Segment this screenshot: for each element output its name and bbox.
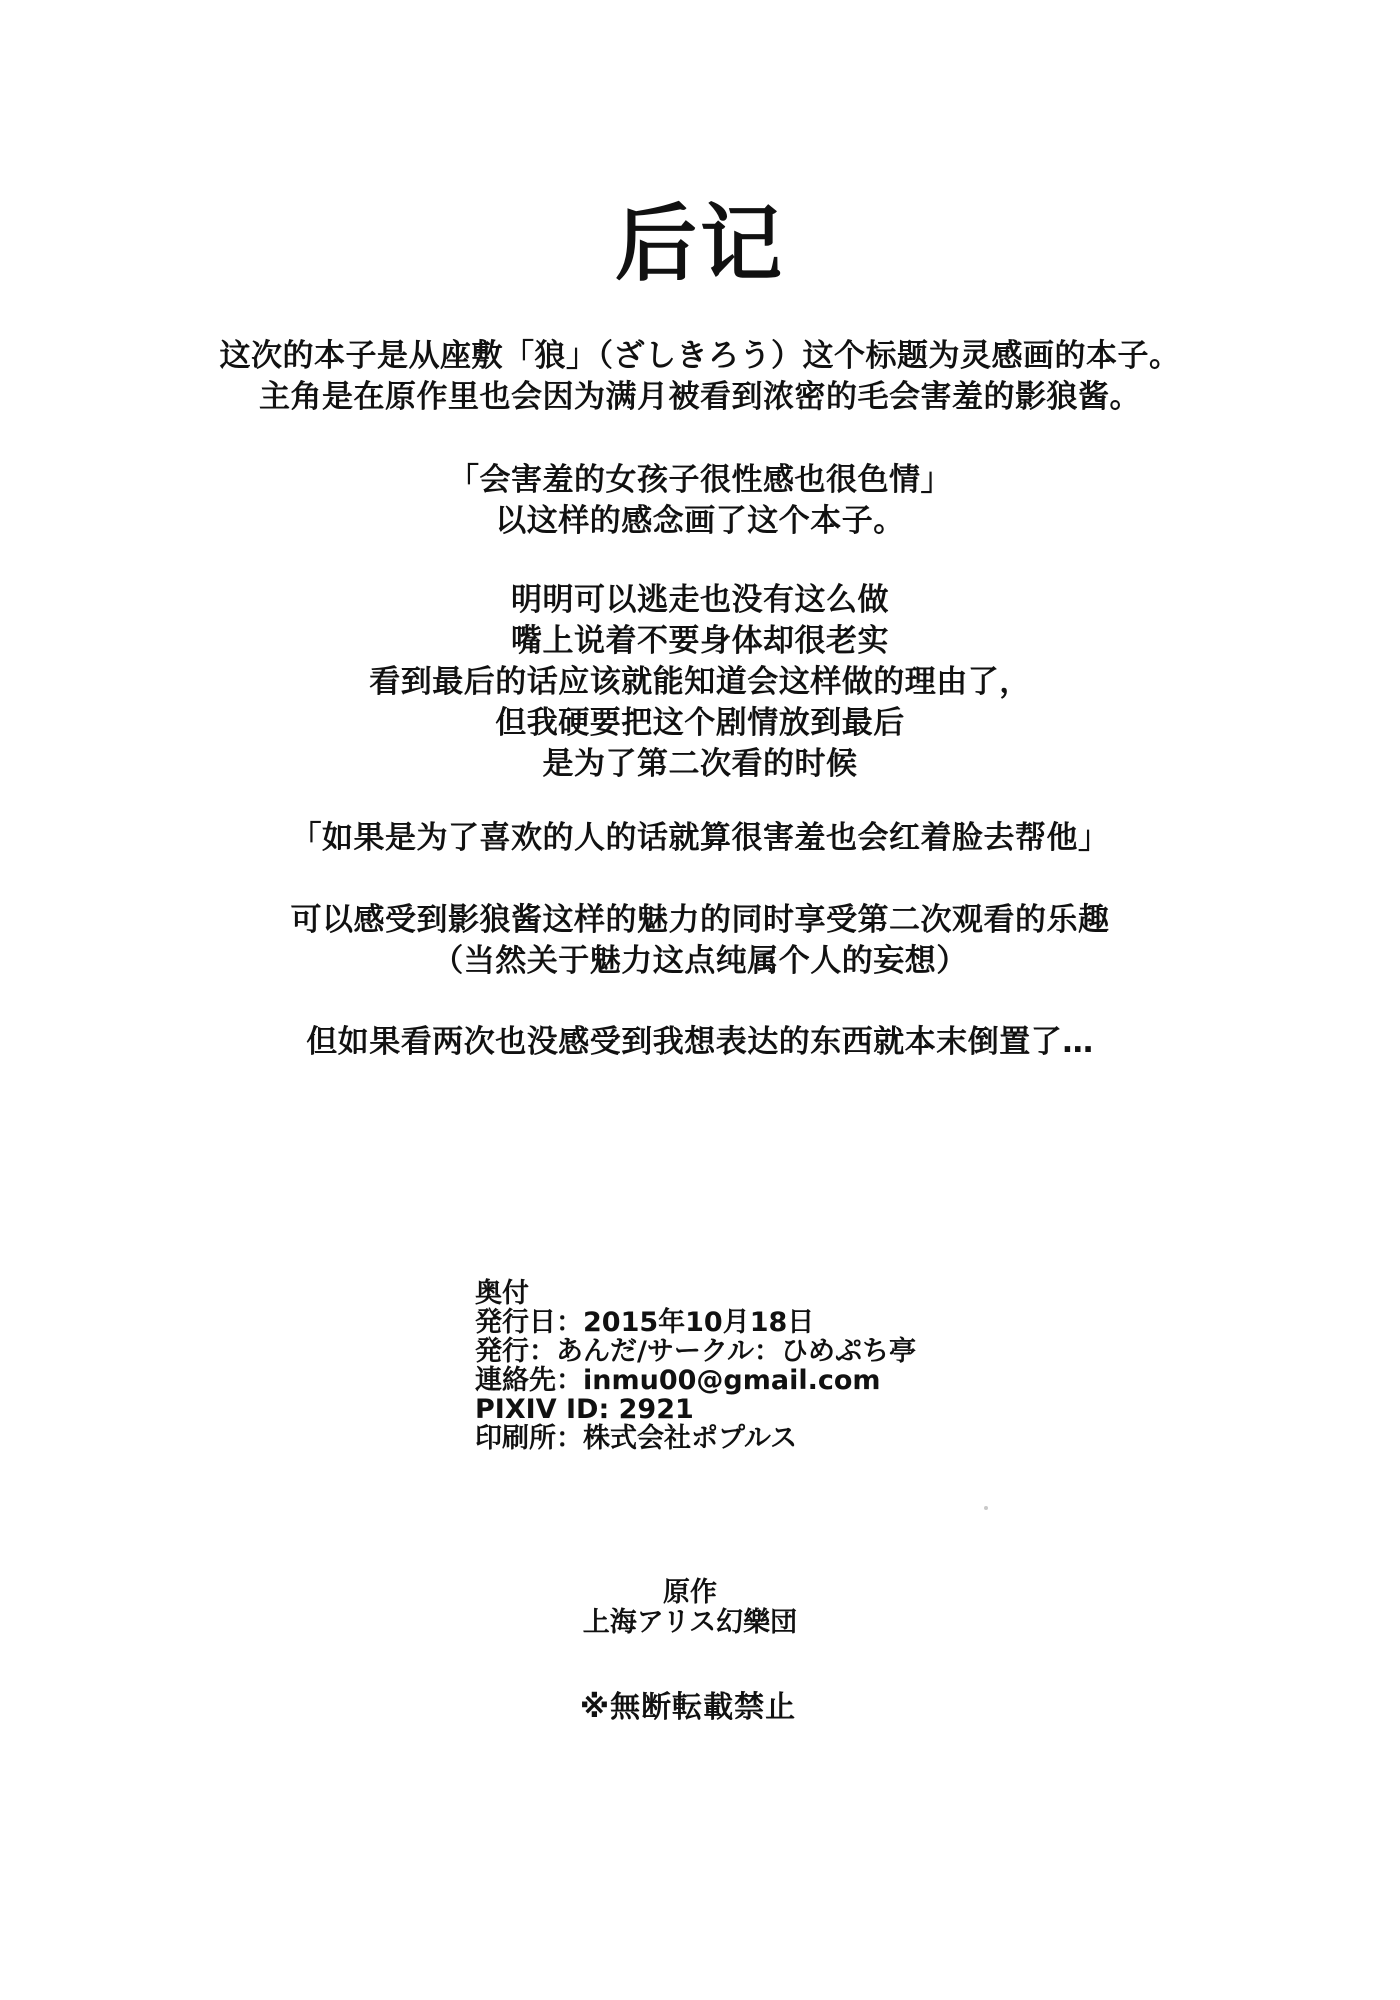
original-work-credit <box>0 1578 1380 1638</box>
paragraph-closing <box>0 1022 1400 1063</box>
scan-speck-artifact <box>984 1506 988 1510</box>
text-line: 这次的本子是从座敷「狼」（ざしきろう）这个标题为灵感画的本子。 <box>219 338 1181 374</box>
text-line: 以这样的感念画了这个本子。 <box>495 503 905 539</box>
paragraph-quote <box>0 818 1400 859</box>
paragraph-concept <box>0 460 1400 542</box>
colophon-contact-email: 連絡先：inmu00@gmail.com <box>475 1365 881 1396</box>
page-title: 后记 <box>614 196 785 293</box>
colophon-issue-date: 発行日：2015年10月18日 <box>475 1307 815 1338</box>
text-line: 但我硬要把这个剧情放到最后 <box>495 705 905 741</box>
colophon <box>475 1279 916 1453</box>
colophon-heading: 奥付 <box>475 1278 529 1309</box>
text-line: （当然关于魅力这点纯属个人的妄想） <box>432 943 968 979</box>
text-line: 可以感受到影狼酱这样的魅力的同时享受第二次观看的乐趣 <box>290 902 1110 938</box>
text-line: 但如果看两次也没感受到我想表达的东西就本末倒置了… <box>306 1024 1094 1060</box>
colophon-pixiv-id: PIXIV ID: 2921 <box>475 1394 694 1425</box>
text-line: 看到最后的话应该就能知道会这样做的理由了， <box>369 664 1031 700</box>
text-line: 「会害羞的女孩子很性感也很色情」 <box>448 462 952 498</box>
text-line: 明明可以逃走也没有这么做 <box>511 582 889 618</box>
text-line: 主角是在原作里也会因为满月被看到浓密的毛会害羞的影狼酱。 <box>259 379 1141 415</box>
original-work-label: 原作 <box>663 1577 717 1608</box>
text-line: 嘴上说着不要身体却很老实 <box>511 623 889 659</box>
paragraph-story-reasoning <box>0 580 1400 785</box>
reprint-prohibition-notice: ※無断転載禁止 <box>579 1690 797 1725</box>
colophon-printer: 印刷所：株式会社ポプルス <box>475 1423 798 1454</box>
paragraph-inspiration <box>0 336 1400 418</box>
paragraph-charm <box>0 900 1400 982</box>
colophon-publisher: 発行：あんだ/サークル：ひめぷち亭 <box>475 1336 917 1367</box>
text-line: 是为了第二次看的时候 <box>542 746 858 782</box>
text-line: 「如果是为了喜欢的人的话就算很害羞也会红着脸去帮他」 <box>290 820 1110 856</box>
original-work-name: 上海アリス幻樂団 <box>582 1607 798 1638</box>
